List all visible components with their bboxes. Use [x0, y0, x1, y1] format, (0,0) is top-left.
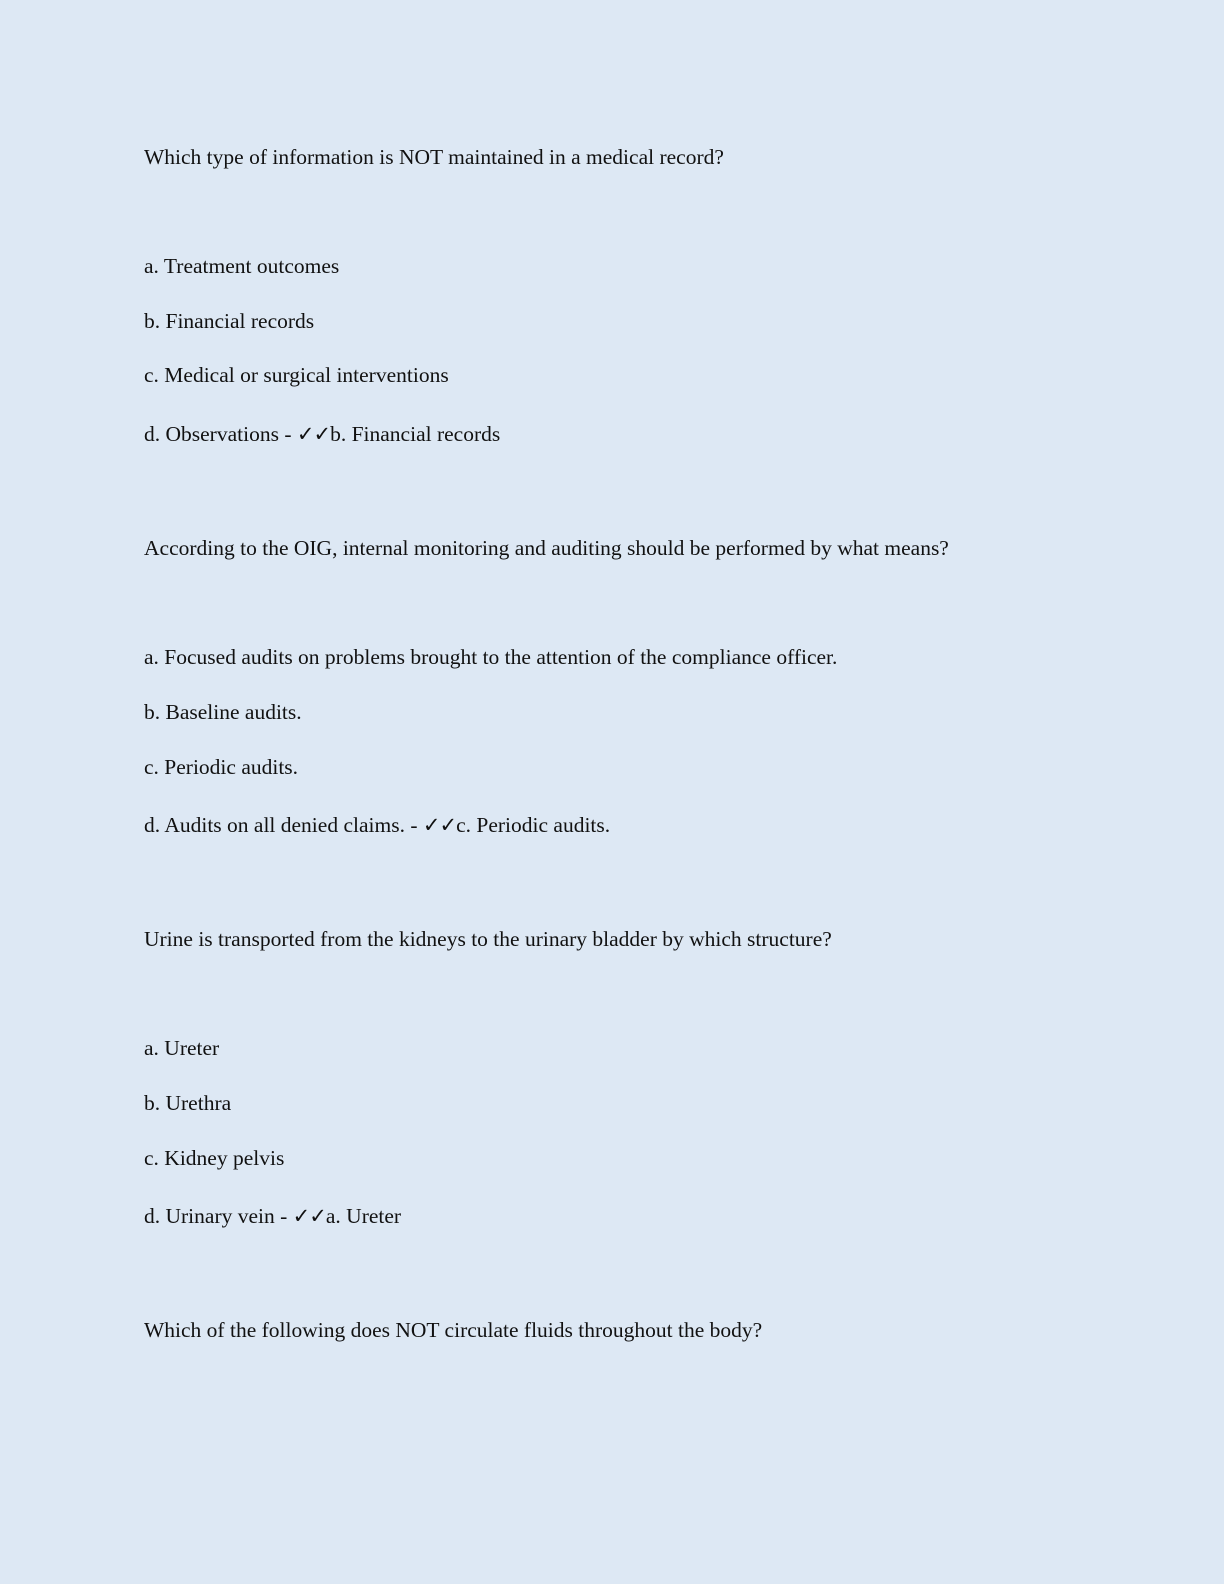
question-3-answer: a. Ureter	[325, 1204, 402, 1228]
question-2-option-d-row	[144, 812, 610, 838]
question-3-option-a: a. Ureter	[144, 1036, 220, 1060]
question-2-answer: c. Periodic audits.	[456, 813, 611, 837]
question-3-option-d: d. Urinary vein -	[144, 1204, 293, 1228]
question-3-option-b: b. Urethra	[144, 1091, 232, 1115]
double-check-icon: ✓✓	[292, 1204, 326, 1228]
question-3-option-c: c. Kidney pelvis	[144, 1146, 285, 1170]
question-1-answer: b. Financial records	[330, 422, 501, 446]
question-1-option-b: b. Financial records	[144, 309, 315, 333]
question-4-text: Which of the following does NOT circulate fluids throughout the body?	[144, 1318, 763, 1342]
question-2-option-a: a. Focused audits on problems brought to the attention of the compliance officer.	[144, 645, 838, 669]
question-2-option-b: b. Baseline audits.	[144, 700, 302, 724]
question-3-option-d-row	[144, 1203, 401, 1229]
question-1-option-c: c. Medical or surgical interventions	[144, 363, 449, 387]
question-1-option-a: a. Treatment outcomes	[144, 254, 340, 278]
question-1-text: Which type of information is NOT maintained in a medical record?	[144, 145, 724, 169]
question-1-option-d: d. Observations -	[144, 422, 297, 446]
double-check-icon: ✓✓	[296, 422, 331, 446]
question-2-option-c: c. Periodic audits.	[144, 755, 299, 779]
question-2-option-d: d. Audits on all denied claims. -	[144, 813, 423, 837]
question-2-text: According to the OIG, internal monitoring and auditing should be performed by what means?	[144, 536, 949, 560]
double-check-icon: ✓✓	[422, 813, 457, 837]
question-1-option-d-row	[144, 421, 500, 447]
question-3-text: Urine is transported from the kidneys to the urinary bladder by which structure?	[144, 927, 832, 951]
